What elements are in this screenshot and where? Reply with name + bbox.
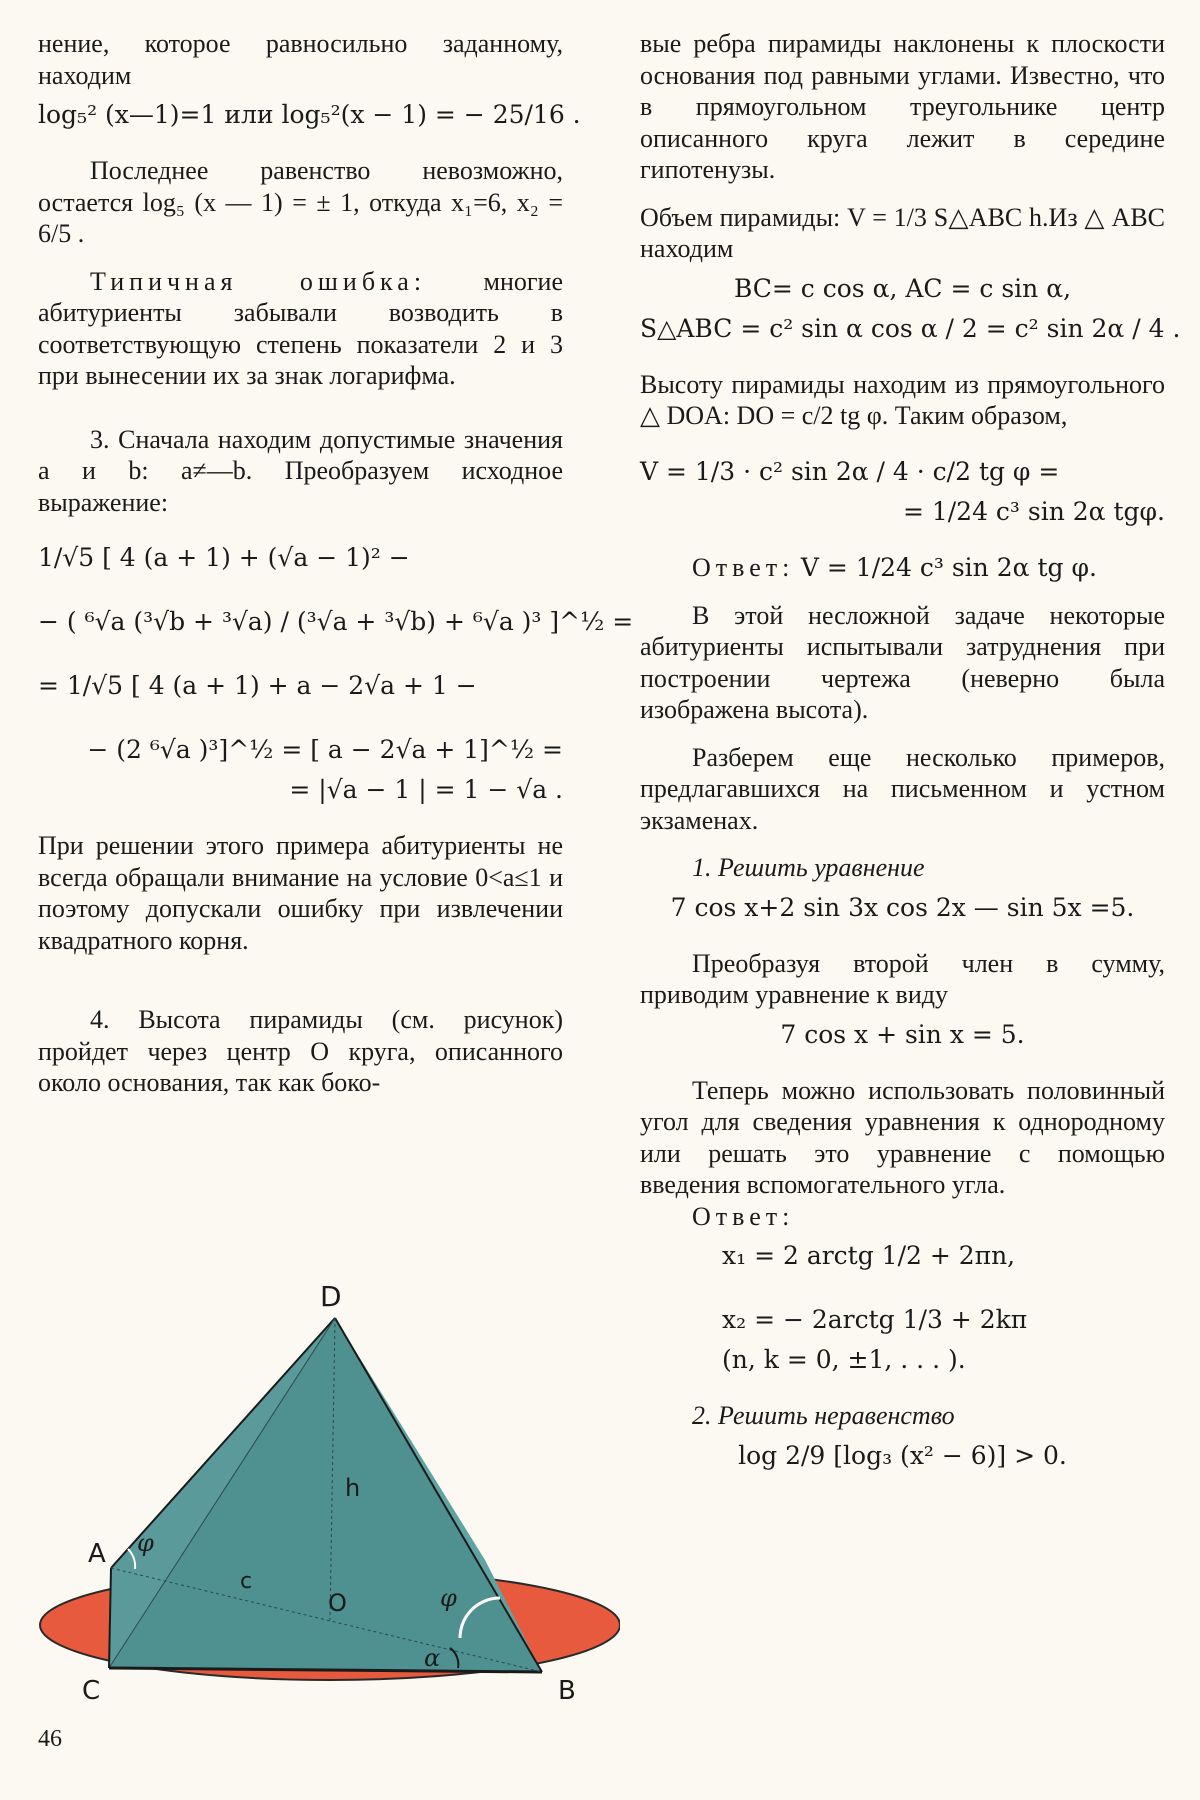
answer-paragraph xyxy=(640,552,1165,584)
equation: − (2 ⁶√a )³]^½ = [ a − 2√a + 1]^½ = xyxy=(87,735,563,764)
answer-label: Ответ: xyxy=(692,1201,795,1231)
paragraph: Теперь можно использовать половинный угол для сведения уравнения к однородному или решать это уравнение с помощью введения вспомогательного угла. xyxy=(640,1075,1165,1199)
label-O: O xyxy=(328,1589,347,1617)
label-h: h xyxy=(345,1474,361,1502)
paragraph: 4. Высота пирамиды (см. рисунок) пройдет через центр O круга, описанного около основания, так как боко- xyxy=(38,1005,563,1097)
equation: = 1/24 c³ sin 2α tgφ. xyxy=(902,496,1165,526)
equation: − ( ⁶√a (³√b + ³√a) / (³√a + ³√b) + ⁶√a )³ ]^½ = xyxy=(38,607,634,636)
equation: 1/√5 [ 4 (a + 1) + (√a − 1)² − xyxy=(38,543,410,572)
task-heading: 2. Решить неравенство xyxy=(692,1401,955,1430)
page-number: 46 xyxy=(38,1726,62,1752)
equation: = 1/√5 [ 4 (a + 1) + a − 2√a + 1 − xyxy=(38,671,477,700)
solution-line: x₂ = − 2arctg 1/3 + 2kπ xyxy=(722,1305,1028,1334)
paragraph: При решении этого примера абитуриенты не всегда обращали внимание на условие 0<a≤1 и поэтому допускали ошибку при извлечении квадратного корня. xyxy=(38,831,563,955)
label-alpha: α xyxy=(424,1644,441,1672)
pyramid-figure xyxy=(30,1268,620,1708)
label-D: D xyxy=(320,1280,342,1313)
label-c: c xyxy=(240,1569,253,1594)
error-label: Типичная ошибка: xyxy=(90,266,427,296)
equation: BC= c cos α, AC = c sin α, xyxy=(733,273,1072,303)
task-heading: 1. Решить уравнение xyxy=(692,853,925,882)
label-phi-left: φ xyxy=(137,1529,154,1557)
label-B: B xyxy=(558,1676,576,1706)
equation: V = 1/3 · c² sin 2α / 4 · c/2 tg φ = xyxy=(640,456,1060,486)
paragraph: 3. Сначала находим допустимые значения a и b: a≠—b. Преобразуем исходное выражение: xyxy=(38,424,563,517)
label-A: A xyxy=(88,1539,106,1569)
paragraph: Объем пирамиды: V = 1/3 S△ABC h.Из △ ABC находим xyxy=(640,202,1165,263)
paragraph: Преобразуя второй член в сумму, приводим уравнение к виду xyxy=(640,948,1165,1009)
equation: = |√a − 1 | = 1 − √a . xyxy=(289,775,563,804)
paragraph: нение, которое равносильно заданному, находим xyxy=(38,29,563,90)
label-phi-right: φ xyxy=(440,1584,457,1612)
paragraph: Последнее равенство невозможно, остается log₅ (x — 1) = ± 1, откуда x₁=6, x₂ = 6/5 . xyxy=(38,156,563,248)
equation: 7 cos x + sin x = 5. xyxy=(780,1019,1025,1049)
solution-line: (n, k = 0, ±1, . . . ). xyxy=(722,1345,966,1374)
error-text: многие абитуриенты забывали возводить в соответствующую степень показатели 2 и 3 при вынесении их за знак логарифма. xyxy=(38,266,563,390)
left-column xyxy=(38,28,634,1099)
paragraph: В этой несложной задаче некоторые абитуриенты испытывали затруднения при построении чертежа (неверно была изображена высота). xyxy=(640,600,1165,724)
answer-formula: V = 1/24 c³ sin 2α tg φ. xyxy=(800,552,1097,582)
right-column xyxy=(640,28,1181,1480)
solution-line: x₁ = 2 arctg 1/2 + 2πn, xyxy=(722,1241,1016,1270)
label-C: C xyxy=(82,1676,101,1706)
answer-label: Ответ: xyxy=(692,552,795,582)
paragraph: Высоту пирамиды находим из прямоугольного △ DOA: DO = c/2 tg φ. Таким образом, xyxy=(640,369,1165,430)
equation: log 2/9 [log₃ (x² − 6)] > 0. xyxy=(738,1440,1067,1470)
pyramid-face-front xyxy=(109,1318,542,1672)
equation: log₅² (x—1)=1 или log₅²(x − 1) = − 25/16 . xyxy=(38,100,581,129)
equation: S△ABC = c² sin α cos α / 2 = c² sin 2α / 4 . xyxy=(640,313,1181,343)
paragraph: Разберем еще несколько примеров, предлагавшихся на письменном и устном экзаменах. xyxy=(640,742,1165,835)
typical-error-paragraph xyxy=(38,266,563,392)
paragraph: вые ребра пирамиды наклонены к плоскости основания под равными углами. Известно, что в прямоугольном треугольнике центр описанного круга лежит в середине гипотенузы. xyxy=(640,29,1165,184)
equation: 7 cos x+2 sin 3x cos 2x — sin 5x =5. xyxy=(670,892,1135,922)
